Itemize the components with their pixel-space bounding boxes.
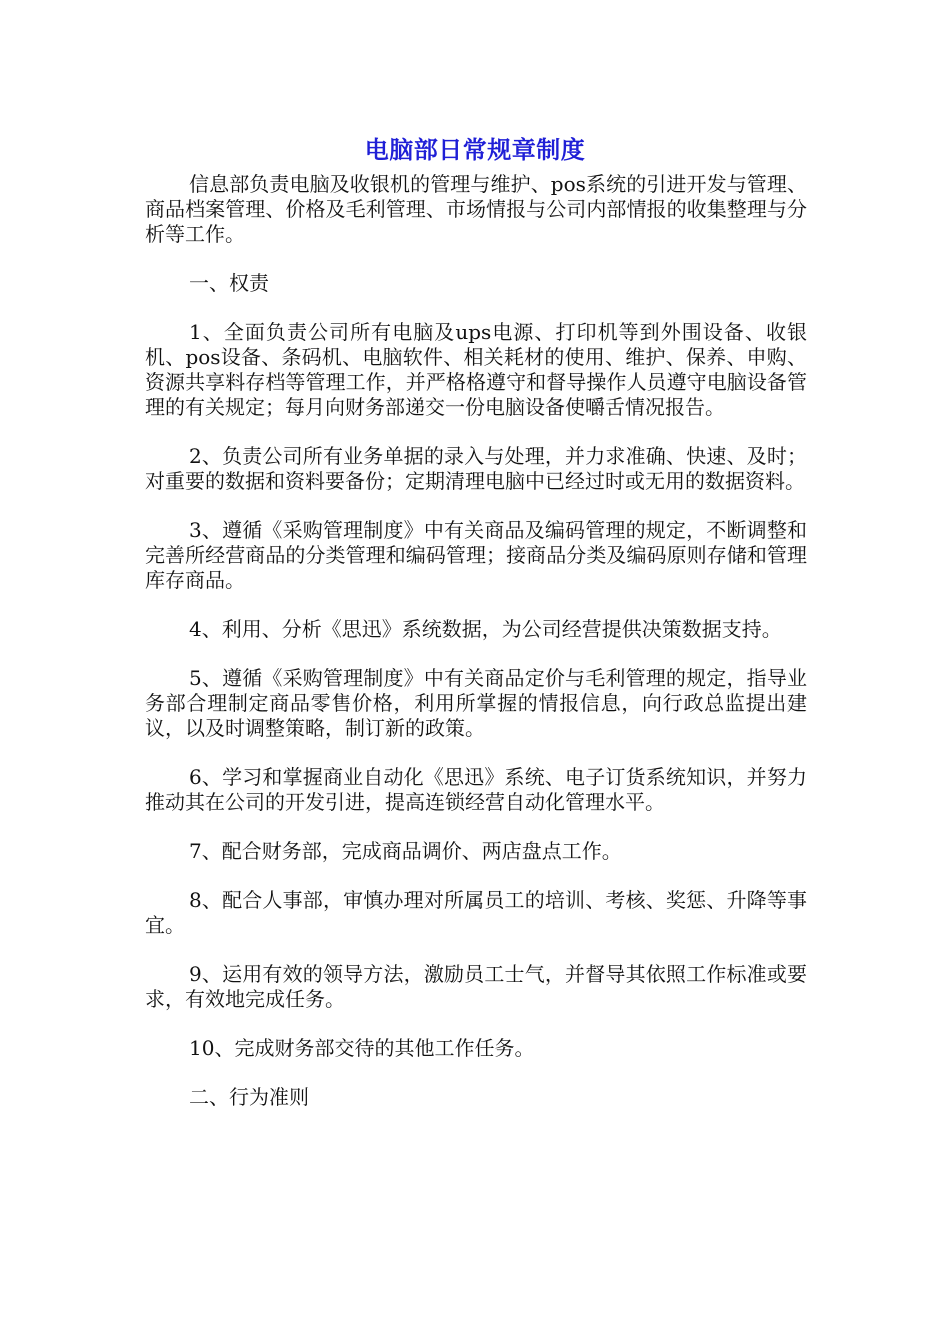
document-body xyxy=(145,172,807,1134)
list-item: 2、负责公司所有业务单据的录入与处理，并力求准确、快速、及时；对重要的数据和资料要备份；定期清理电脑中已经过时或无用的数据资料。 xyxy=(145,444,807,493)
list-item: 6、学习和掌握商业自动化《思迅》系统、电子订货系统知识，并努力推动其在公司的开发引进，提高连锁经营自动化管理水平。 xyxy=(145,765,807,814)
document-title: 电脑部日常规章制度 xyxy=(364,136,586,164)
list-item: 10、完成财务部交待的其他工作任务。 xyxy=(189,1036,535,1060)
list-item: 5、遵循《采购管理制度》中有关商品定价与毛利管理的规定，指导业务部合理制定商品零售价格，利用所掌握的情报信息，向行政总监提出建议，以及时调整策略，制订新的政策。 xyxy=(145,666,807,740)
list-item: 3、遵循《采购管理制度》中有关商品及编码管理的规定，不断调整和完善所经营商品的分类管理和编码管理；接商品分类及编码原则存储和管理库存商品。 xyxy=(145,518,807,592)
section-heading-conduct: 二、行为准则 xyxy=(189,1085,309,1109)
section-heading-responsibilities: 一、权责 xyxy=(189,271,269,295)
list-item: 4、利用、分析《思迅》系统数据，为公司经营提供决策数据支持。 xyxy=(189,617,782,641)
list-item: 9、运用有效的领导方法，激励员工士气，并督导其依照工作标准或要求，有效地完成任务。 xyxy=(145,962,807,1011)
list-item: 7、配合财务部，完成商品调价、两店盘点工作。 xyxy=(189,839,622,863)
intro-paragraph: 信息部负责电脑及收银机的管理与维护、pos系统的引进开发与管理、商品档案管理、价格及毛利管理、市场情报与公司内部情报的收集整理与分析等工作。 xyxy=(145,172,807,246)
list-item: 8、配合人事部，审慎办理对所属员工的培训、考核、奖惩、升降等事宜。 xyxy=(145,888,807,937)
list-item: 1、全面负责公司所有电脑及ups电源、打印机等到外围设备、收银机、pos设备、条码机、电脑软件、相关耗材的使用、维护、保养、申购、资源共享料存档等管理工作，并严格格遵守和督导操作人员遵守电脑设备管理的有关规定；每月向财务部递交一份电脑设备使嚼舌情况报告。 xyxy=(145,320,807,419)
